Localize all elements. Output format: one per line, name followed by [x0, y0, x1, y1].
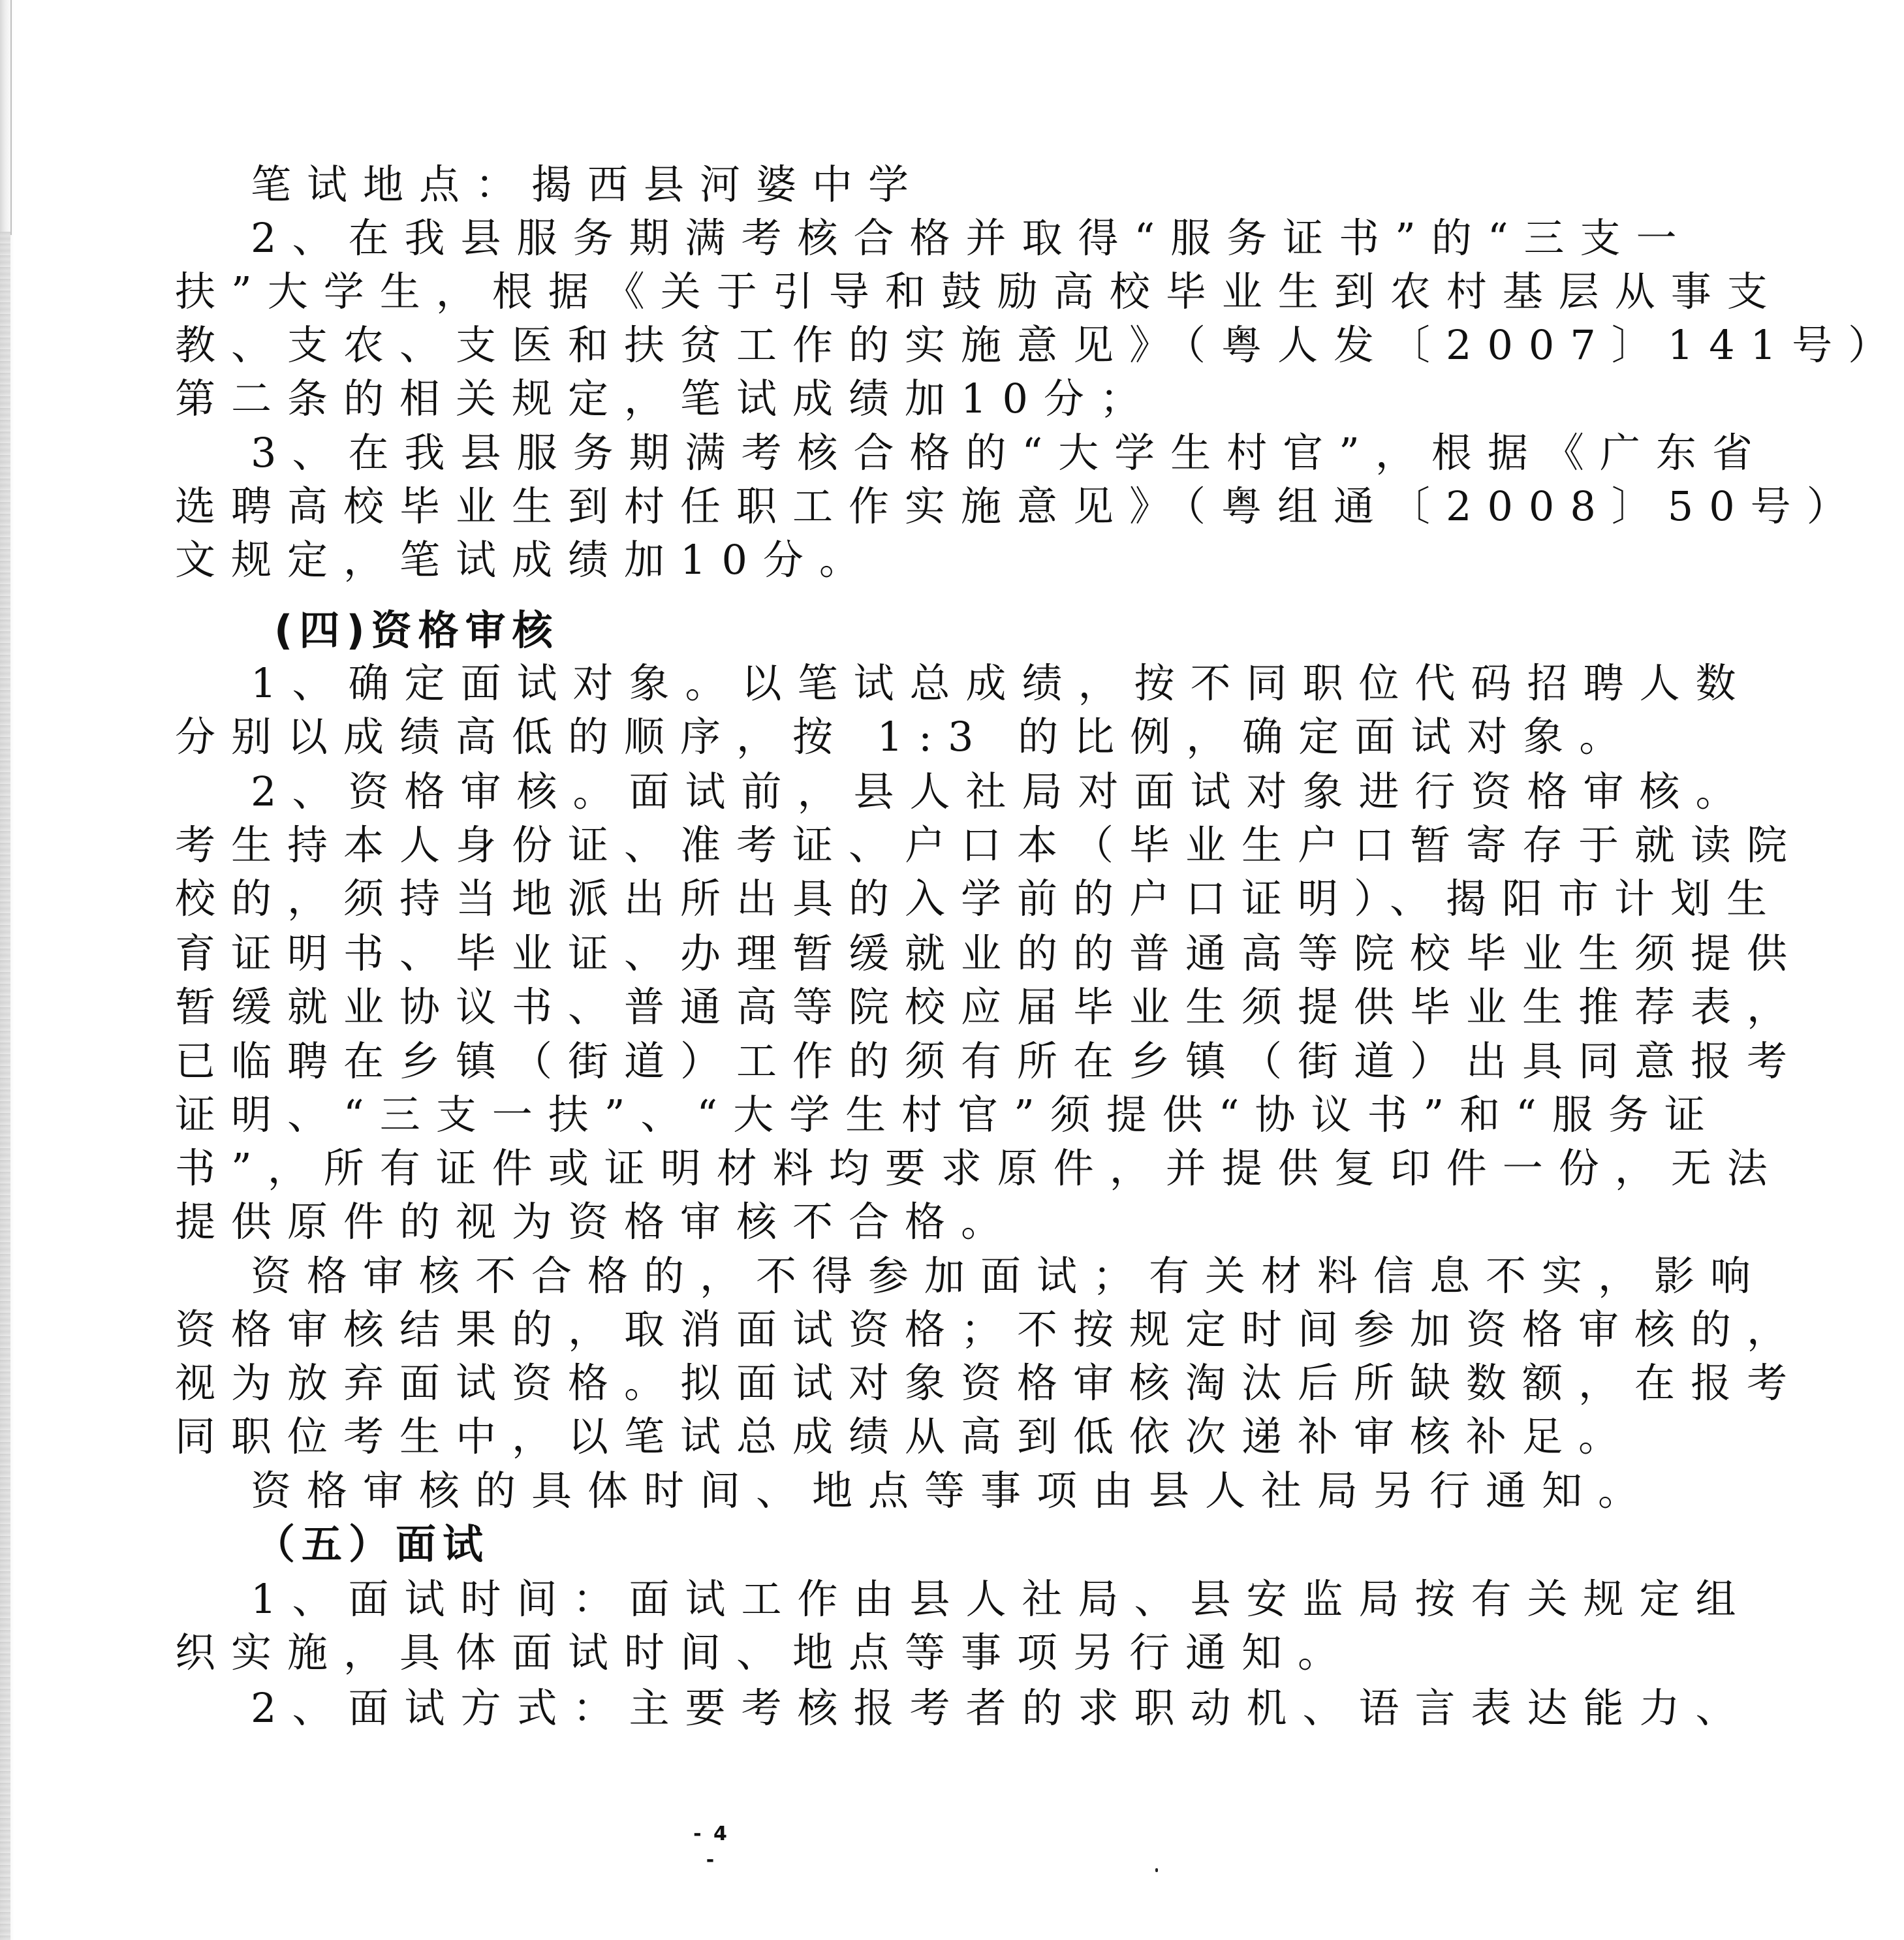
paragraph-line: 校的，须持当地派出所出具的入学前的户口证明）、揭阳市计划生 — [175, 875, 1783, 922]
paragraph-line: 考生持本人身份证、准考证、户口本（毕业生户口暂寄存于就读院 — [175, 821, 1803, 869]
paragraph-line: 暂缓就业协议书、普通高等院校应届毕业生须提供毕业生推荐表， — [175, 983, 1803, 1031]
paragraph-line: 扶”大学生，根据《关于引导和鼓励高校毕业生到农村基层从事支 — [175, 268, 1783, 315]
paragraph-line: 第二条的相关规定，笔试成绩加10分； — [175, 375, 1156, 422]
paragraph-line: 选聘高校毕业生到村任职工作实施意见》（粤组通〔2008〕50号） — [175, 482, 1863, 530]
paragraph-line: 2、在我县服务期满考核合格并取得“服务证书”的“三支一 — [251, 214, 1693, 262]
paragraph-line: 已临聘在乡镇（街道）工作的须有所在乡镇（街道）出具同意报考 — [175, 1037, 1803, 1085]
paragraph-line: 资格审核不合格的，不得参加面试；有关材料信息不实，影响 — [251, 1252, 1767, 1300]
section-heading-interview: （五）面试 — [255, 1520, 490, 1568]
scan-speck — [1155, 1868, 1158, 1872]
paragraph-line: 3、在我县服务期满考核合格的“大学生村官”，根据《广东省 — [251, 429, 1768, 477]
paragraph-line: 育证明书、毕业证、办理暂缓就业的的普通高等院校毕业生须提供 — [175, 930, 1803, 977]
exam-location-line: 笔试地点：揭西县河婆中学 — [251, 161, 925, 208]
paragraph-line: 资格审核结果的，取消面试资格；不按规定时间参加资格审核的， — [175, 1306, 1803, 1353]
paragraph-line: 织实施，具体面试时间、地点等事项另行通知。 — [175, 1629, 1354, 1676]
paragraph-line: 教、支农、支医和扶贫工作的实施意见》（粤人发〔2007〕141号） — [175, 321, 1904, 369]
paragraph-line: 资格审核的具体时间、地点等事项由县人社局另行通知。 — [251, 1467, 1655, 1514]
paragraph-line: 证明、“三支一扶”、“大学生村官”须提供“协议书”和“服务证 — [175, 1091, 1721, 1138]
paragraph-line: 2、面试方式：主要考核报考者的求职动机、语言表达能力、 — [251, 1684, 1752, 1732]
paragraph-line: 2、资格审核。面试前，县人社局对面试对象进行资格审核。 — [251, 768, 1752, 815]
paragraph-line: 同职位考生中，以笔试总成绩从高到低依次递补审核补足。 — [175, 1413, 1635, 1460]
paragraph-line: 1、确定面试对象。以笔试总成绩，按不同职位代码招聘人数 — [251, 659, 1752, 707]
section-heading-qualification-review: (四)资格审核 — [274, 606, 559, 654]
paragraph-line: 视为放弃面试资格。拟面试对象资格审核淘汰后所缺数额，在报考 — [175, 1359, 1803, 1407]
paragraph-line: 书”，所有证件或证明材料均要求原件，并提供复印件一份，无法 — [175, 1144, 1783, 1192]
paragraph-line: 提供原件的视为资格审核不合格。 — [175, 1198, 1018, 1245]
paragraph-line: 1、面试时间：面试工作由县人社局、县安监局按有关规定组 — [251, 1575, 1752, 1623]
paragraph-line: 分别以成绩高低的顺序，按 1:3 的比例，确定面试对象。 — [175, 713, 1636, 760]
page-number: - 4 - — [693, 1823, 730, 1871]
paragraph-line: 文规定，笔试成绩加10分。 — [175, 536, 875, 584]
